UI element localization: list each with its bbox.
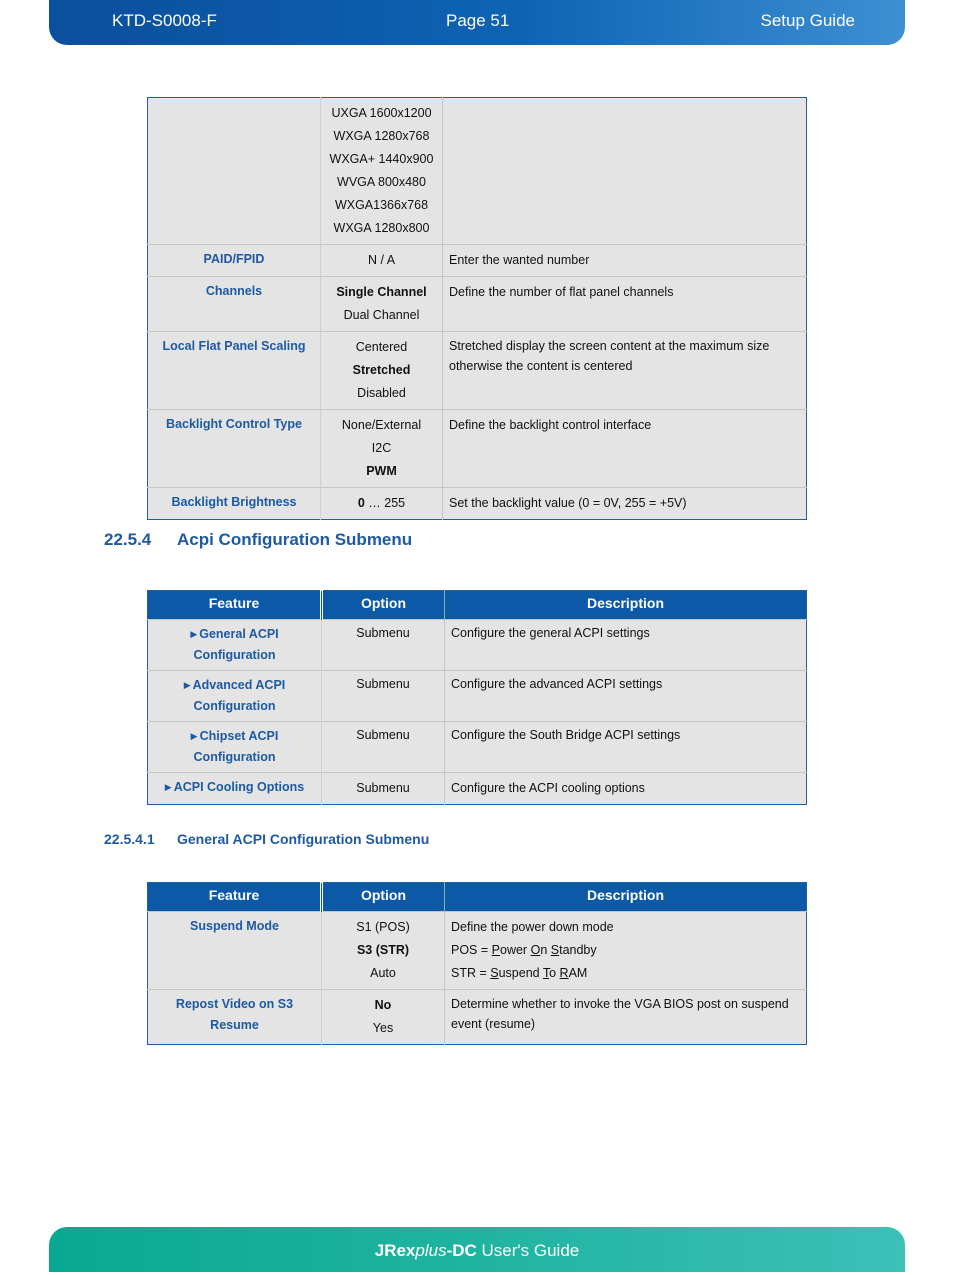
feature-cell[interactable] bbox=[148, 773, 322, 805]
option-value: UXGA 1600x1200 bbox=[331, 106, 432, 120]
option-value: Disabled bbox=[357, 386, 406, 400]
description-cell bbox=[445, 722, 807, 773]
brand-name-italic: plus bbox=[415, 1241, 447, 1260]
submenu-link[interactable] bbox=[154, 726, 315, 747]
option-cell bbox=[322, 620, 445, 671]
page-footer bbox=[49, 1227, 905, 1272]
option-value: WXGA 1280x800 bbox=[333, 221, 430, 235]
acpi-config-table bbox=[147, 590, 807, 805]
option-default: S3 (STR) bbox=[356, 943, 410, 957]
triangle-right-icon: ▶ bbox=[164, 782, 172, 792]
abbr-prefix: POS = bbox=[451, 943, 492, 957]
doc-id: KTD-S0008-F bbox=[112, 11, 217, 30]
abbr-rest: uspend bbox=[498, 966, 543, 980]
abbr-letter: P bbox=[491, 943, 500, 957]
option-cell bbox=[321, 410, 443, 488]
description-text: Determine whether to invoke the VGA BIOS post on suspend event (resume) bbox=[451, 997, 789, 1031]
section-title: Acpi Configuration Submenu bbox=[177, 530, 413, 549]
feature-cell bbox=[148, 912, 322, 990]
description-text: Configure the general ACPI settings bbox=[451, 626, 650, 640]
option-value: Submenu bbox=[356, 781, 410, 795]
feature-cell[interactable] bbox=[148, 722, 322, 773]
feature-cell bbox=[148, 245, 321, 277]
option-value: Yes bbox=[372, 1021, 394, 1035]
description-cell bbox=[445, 912, 807, 990]
feature-cell[interactable] bbox=[148, 671, 322, 722]
description-text: Configure the ACPI cooling options bbox=[451, 781, 645, 795]
triangle-right-icon: ▶ bbox=[183, 680, 191, 690]
option-value: WVGA 800x480 bbox=[337, 175, 426, 189]
abbr-rest: ower bbox=[500, 943, 531, 957]
option-cell bbox=[322, 773, 445, 805]
submenu-link[interactable] bbox=[154, 675, 315, 696]
table-row[interactable] bbox=[148, 620, 807, 671]
option-cell bbox=[322, 990, 445, 1045]
description-cell bbox=[445, 620, 807, 671]
abbr-letter: S bbox=[550, 943, 560, 957]
description-text: Configure the advanced ACPI settings bbox=[451, 677, 663, 691]
description-text: Stretched display the screen content at the maximum size otherwise the content is centered bbox=[449, 339, 770, 373]
abbr-rest: n bbox=[540, 943, 551, 957]
feature-label: Backlight Control Type bbox=[166, 417, 302, 431]
feature-cell bbox=[148, 277, 321, 332]
table-row bbox=[148, 990, 807, 1045]
feature-label: Advanced ACPI bbox=[192, 678, 286, 692]
option-default: PWM bbox=[366, 464, 397, 478]
option-value: Auto bbox=[370, 966, 396, 980]
abbr-letter: O bbox=[530, 943, 541, 957]
option-value: I2C bbox=[371, 441, 392, 455]
option-value: Centered bbox=[355, 340, 408, 354]
description-text: Define the backlight control interface bbox=[449, 418, 652, 432]
subsection-heading bbox=[104, 831, 429, 847]
header-description: Description bbox=[445, 883, 807, 912]
header-option: Option bbox=[322, 591, 445, 620]
feature-label: PAID/FPID bbox=[203, 252, 265, 266]
header-feature: Feature bbox=[148, 883, 322, 912]
table-row[interactable] bbox=[148, 671, 807, 722]
feature-cell bbox=[148, 990, 322, 1045]
feature-label: General ACPI bbox=[199, 627, 279, 641]
option-value: Submenu bbox=[356, 626, 410, 640]
description-text: Enter the wanted number bbox=[449, 253, 590, 267]
feature-label-line2: Configuration bbox=[193, 699, 276, 713]
option-cell bbox=[321, 98, 443, 245]
abbr-rest: tandby bbox=[559, 943, 597, 957]
option-cell bbox=[322, 722, 445, 773]
description-cell bbox=[443, 98, 807, 245]
option-range-rest: … 255 bbox=[364, 496, 406, 510]
table-row bbox=[148, 245, 807, 277]
doc-type: Setup Guide bbox=[760, 11, 855, 30]
table-row bbox=[148, 98, 807, 245]
option-value: S1 (POS) bbox=[356, 920, 410, 934]
option-value: WXGA+ 1440x900 bbox=[329, 152, 434, 166]
table-header-row bbox=[148, 883, 807, 912]
option-default: 0 bbox=[357, 496, 365, 510]
brand-suffix: -DC bbox=[446, 1241, 477, 1260]
table-header-row bbox=[148, 591, 807, 620]
abbr-letter: T bbox=[542, 966, 550, 980]
feature-cell bbox=[148, 488, 321, 520]
option-default: Stretched bbox=[352, 363, 411, 377]
table-row bbox=[148, 488, 807, 520]
subsection-number: 22.5.4.1 bbox=[104, 831, 155, 847]
brand-name: JRex bbox=[374, 1241, 416, 1260]
header-description: Description bbox=[445, 591, 807, 620]
description-cell bbox=[443, 488, 807, 520]
flat-panel-table bbox=[147, 97, 807, 520]
table-row bbox=[148, 410, 807, 488]
option-value: WXGA 1280x768 bbox=[333, 129, 430, 143]
table-row bbox=[148, 332, 807, 410]
option-cell bbox=[321, 332, 443, 410]
option-cell bbox=[321, 245, 443, 277]
footer-text: User's Guide bbox=[476, 1241, 580, 1260]
abbr-letter: R bbox=[559, 966, 569, 980]
feature-cell bbox=[148, 332, 321, 410]
header-option: Option bbox=[322, 883, 445, 912]
submenu-link[interactable] bbox=[154, 624, 315, 645]
option-value: WXGA1366x768 bbox=[334, 198, 429, 212]
option-cell bbox=[322, 671, 445, 722]
feature-label-line2: Configuration bbox=[193, 648, 276, 662]
str-definition bbox=[451, 962, 800, 985]
description-text: Define the number of flat panel channels bbox=[449, 285, 674, 299]
pos-definition bbox=[451, 939, 800, 962]
table-row[interactable] bbox=[148, 773, 807, 805]
description-cell bbox=[443, 245, 807, 277]
table-row bbox=[148, 912, 807, 990]
section-heading bbox=[104, 530, 412, 550]
feature-label-line2: Configuration bbox=[193, 750, 276, 764]
option-cell bbox=[321, 277, 443, 332]
table-row[interactable] bbox=[148, 722, 807, 773]
description-cell bbox=[445, 990, 807, 1045]
abbr-rest: AM bbox=[568, 966, 588, 980]
description-cell bbox=[445, 773, 807, 805]
feature-label: Local Flat Panel Scaling bbox=[162, 339, 306, 353]
feature-label: ACPI Cooling Options bbox=[173, 780, 305, 794]
option-value: None/External bbox=[341, 418, 422, 432]
option-range bbox=[327, 492, 436, 515]
description-text: Define the power down mode bbox=[451, 920, 614, 934]
feature-label: Suspend Mode bbox=[190, 919, 279, 933]
description-cell bbox=[443, 410, 807, 488]
description-cell bbox=[445, 671, 807, 722]
feature-cell bbox=[148, 410, 321, 488]
feature-label-line2: Resume bbox=[210, 1018, 259, 1032]
feature-label: Chipset ACPI bbox=[199, 729, 279, 743]
page-header bbox=[49, 0, 905, 45]
description-cell bbox=[443, 277, 807, 332]
option-cell bbox=[322, 912, 445, 990]
option-value: Submenu bbox=[356, 677, 410, 691]
table-row bbox=[148, 277, 807, 332]
submenu-link[interactable] bbox=[154, 777, 315, 798]
description-cell bbox=[443, 332, 807, 410]
option-value: N / A bbox=[367, 253, 396, 267]
abbr-prefix: STR = bbox=[451, 966, 491, 980]
description-text: Configure the South Bridge ACPI settings bbox=[451, 728, 681, 742]
feature-cell bbox=[148, 98, 321, 245]
feature-label: Backlight Brightness bbox=[171, 495, 297, 509]
option-value: Submenu bbox=[356, 728, 410, 742]
description-text: Set the backlight value (0 = 0V, 255 = +5V) bbox=[449, 496, 687, 510]
triangle-right-icon: ▶ bbox=[190, 731, 198, 741]
subsection-title: General ACPI Configuration Submenu bbox=[177, 831, 430, 847]
option-default: Single Channel bbox=[336, 285, 427, 299]
option-cell bbox=[321, 488, 443, 520]
page-number: Page 51 bbox=[446, 11, 510, 30]
option-default: No bbox=[374, 998, 392, 1012]
header-feature: Feature bbox=[148, 591, 322, 620]
abbr-letter: S bbox=[490, 966, 499, 980]
feature-label: Channels bbox=[205, 284, 263, 298]
feature-cell[interactable] bbox=[148, 620, 322, 671]
section-number: 22.5.4 bbox=[104, 530, 152, 549]
feature-label: Repost Video on S3 bbox=[175, 997, 294, 1011]
abbr-rest: o bbox=[549, 966, 560, 980]
option-value: Dual Channel bbox=[343, 308, 420, 322]
general-acpi-table bbox=[147, 882, 807, 1045]
triangle-right-icon: ▶ bbox=[190, 629, 198, 639]
